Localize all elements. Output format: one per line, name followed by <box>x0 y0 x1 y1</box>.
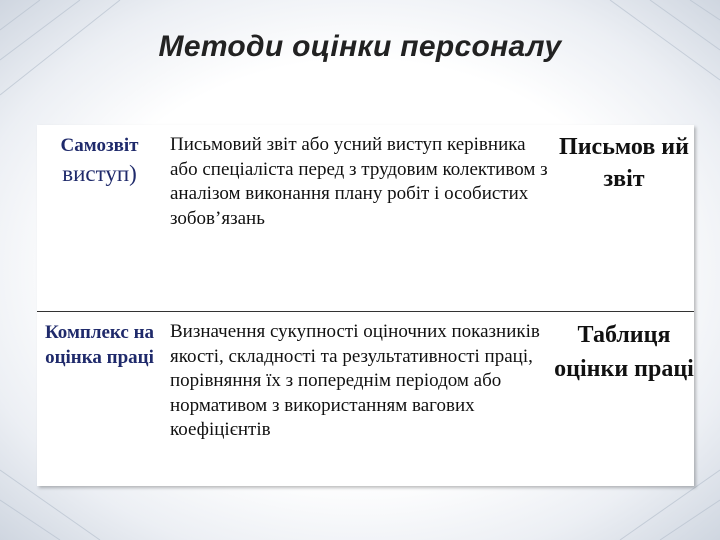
table-row <box>37 125 694 312</box>
method-cell: Комплекс на оцінка праці <box>44 322 155 368</box>
document-cell: Письмов ий звіт <box>554 125 694 312</box>
methods-table <box>37 125 694 486</box>
method-name-line2: виступ) <box>62 161 137 186</box>
page-title: Методи оцінки персоналу <box>158 30 562 63</box>
method-cell <box>37 125 162 312</box>
method-name-line1: Самозвіт <box>60 135 139 156</box>
description-cell: Визначення сукупності оціночних показників якості, складності та результативності праці, порівняння їх з попереднім періодом або нормативом з використанням вагових коефіцієнтів <box>170 321 540 440</box>
document-cell: Таблиця оцінки праці <box>554 322 694 382</box>
table-row <box>37 312 694 487</box>
description-cell: Письмовий звіт або усний виступ керівника або спеціаліста перед з трудовим колективом з аналізом виконання плану робіт і особистих зобов’язань <box>162 125 554 312</box>
